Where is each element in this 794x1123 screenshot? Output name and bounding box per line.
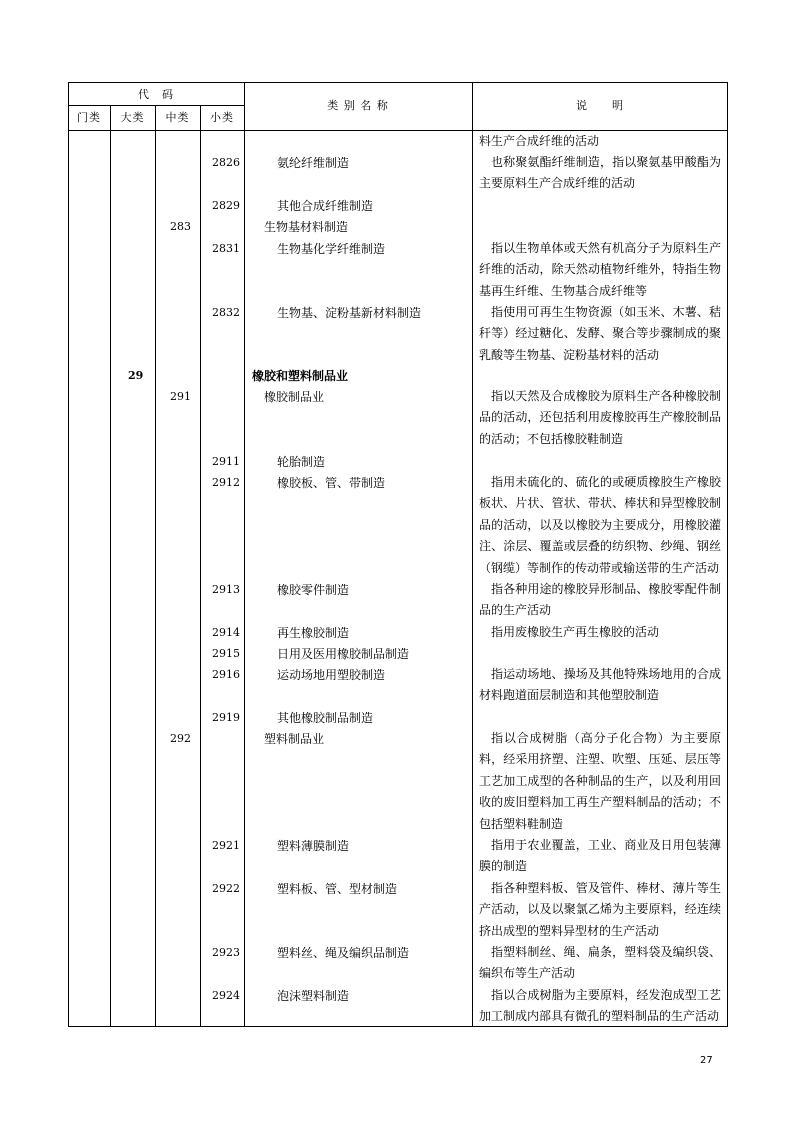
code-zhong: 291 (170, 390, 191, 403)
header-men: 门类 (77, 111, 101, 124)
category-name: 橡胶零件制造 (277, 583, 350, 597)
code-xiao: 2826 (212, 156, 240, 169)
col-divider-da (155, 105, 156, 1027)
header-da: 大类 (120, 111, 145, 124)
category-desc: 指以天然及合成橡胶为原料生产各种橡胶制品的活动，还包括利用废橡胶再生产橡胶制品的活动；不包括橡胶鞋制造 (479, 389, 721, 446)
category-desc: 指以生物单体或天然有机高分子为原料生产纤维的活动，除天然动植物纤维外，特指生物基再生纤维、生物基合成纤维等 (479, 241, 721, 298)
category-desc: 指以合成树脂（高分子化合物）为主要原料，经采用挤塑、注塑、吹塑、压延、层压等工艺加工成型的各种制品的生产，以及利用回收的废旧塑料加工再生产塑料制品的活动；不包括塑料鞋制造 (479, 731, 721, 831)
code-xiao: 2913 (212, 583, 240, 596)
category-name: 生物基化学纤维制造 (277, 242, 386, 256)
category-name: 日用及医用橡胶制品制造 (277, 647, 410, 661)
code-zhong: 283 (170, 220, 191, 233)
code-xiao: 2916 (212, 668, 240, 681)
category-name: 再生橡胶制造 (277, 626, 350, 640)
category-name: 塑料制品业 (264, 732, 325, 746)
code-xiao: 2912 (212, 476, 240, 489)
col-divider-zhong (200, 105, 201, 1027)
category-name: 轮胎制造 (277, 455, 326, 469)
category-name: 塑料板、管、型材制造 (277, 882, 398, 896)
header-split-line (68, 105, 244, 106)
code-xiao: 2911 (212, 455, 240, 468)
code-xiao: 2924 (212, 989, 240, 1002)
category-name: 橡胶板、管、带制造 (277, 476, 386, 490)
category-desc: 指运动场地、操场及其他特殊场地用的合成材料跑道面层制造和其他塑胶制造 (479, 667, 721, 703)
category-name: 生物基材料制造 (264, 220, 349, 234)
category-desc: 指塑料制丝、绳、扁条，塑料袋及编织袋、编织布等生产活动 (479, 945, 721, 981)
category-desc: 指用废橡胶生产再生橡胶的活动 (491, 625, 660, 639)
category-name: 塑料薄膜制造 (277, 839, 350, 853)
category-desc: 指各种塑料板、管及管件、棒材、薄片等生产活动，以及以聚氯乙烯为主要原料，经连续挤出成型的塑料异型材的生产活动 (479, 881, 721, 938)
header-name: 类 别 名 称 (327, 99, 389, 112)
category-name: 其他合成纤维制造 (277, 199, 374, 213)
category-name: 生物基、淀粉基新材料制造 (277, 306, 422, 320)
category-name: 氨纶纤维制造 (277, 156, 350, 170)
code-xiao: 2914 (212, 626, 240, 639)
code-xiao: 2923 (212, 946, 240, 959)
category-name: 橡胶和塑料制品业 (252, 369, 349, 383)
header-xiao: 小类 (210, 111, 234, 124)
col-divider-name (472, 82, 473, 1027)
code-xiao: 2922 (212, 882, 240, 895)
page-number: 27 (700, 1055, 713, 1066)
header-zhong: 中类 (165, 111, 190, 124)
col-divider-xiao (244, 82, 245, 1027)
code-xiao: 2921 (212, 839, 240, 852)
category-desc: 指用于农业覆盖，工业、商业及日用包装薄膜的制造 (479, 838, 721, 874)
code-xiao: 2832 (212, 306, 240, 319)
category-name: 运动场地用塑胶制造 (277, 668, 386, 682)
code-xiao: 2919 (212, 711, 240, 724)
category-desc: 指使用可再生生物资源（如玉米、木薯、秸秆等）经过糖化、发酵、聚合等步骤制成的聚乳酸等生物基、淀粉基材料的活动 (479, 305, 721, 362)
code-da: 29 (128, 369, 144, 382)
header-desc: 说 明 (576, 99, 624, 112)
header-code: 代 码 (138, 88, 174, 101)
category-name: 泡沫塑料制造 (277, 989, 350, 1003)
code-zhong: 292 (170, 732, 191, 745)
code-xiao: 2829 (212, 199, 240, 212)
col-divider-men (110, 105, 111, 1027)
header-bottom-line (68, 130, 728, 131)
category-desc: 指各种用途的橡胶异形制品、橡胶零配件制品的生产活动 (479, 582, 721, 618)
code-xiao: 2915 (212, 647, 240, 660)
category-desc: 也称聚氨酯纤维制造，指以聚氨基甲酸酯为主要原料生产合成纤维的活动 (479, 155, 721, 191)
category-name: 橡胶制品业 (264, 390, 325, 404)
desc-continuation: 料生产合成纤维的活动 (479, 134, 600, 148)
code-xiao: 2831 (212, 242, 240, 255)
category-desc: 指用未硫化的、硫化的或硬质橡胶生产橡胶板状、片状、管状、带状、棒状和异型橡胶制品的活动，以及以橡胶为主要成分，用橡胶灌注、涂层、覆盖或层叠的纺织物、纱绳、钢丝（钢缆）等制作的传动带或输送带的生产活动 (479, 475, 721, 575)
category-name: 其他橡胶制品制造 (277, 711, 374, 725)
category-desc: 指以合成树脂为主要原料，经发泡成型工艺加工制成内部具有微孔的塑料制品的生产活动 (479, 988, 721, 1024)
category-name: 塑料丝、绳及编织品制造 (277, 946, 410, 960)
